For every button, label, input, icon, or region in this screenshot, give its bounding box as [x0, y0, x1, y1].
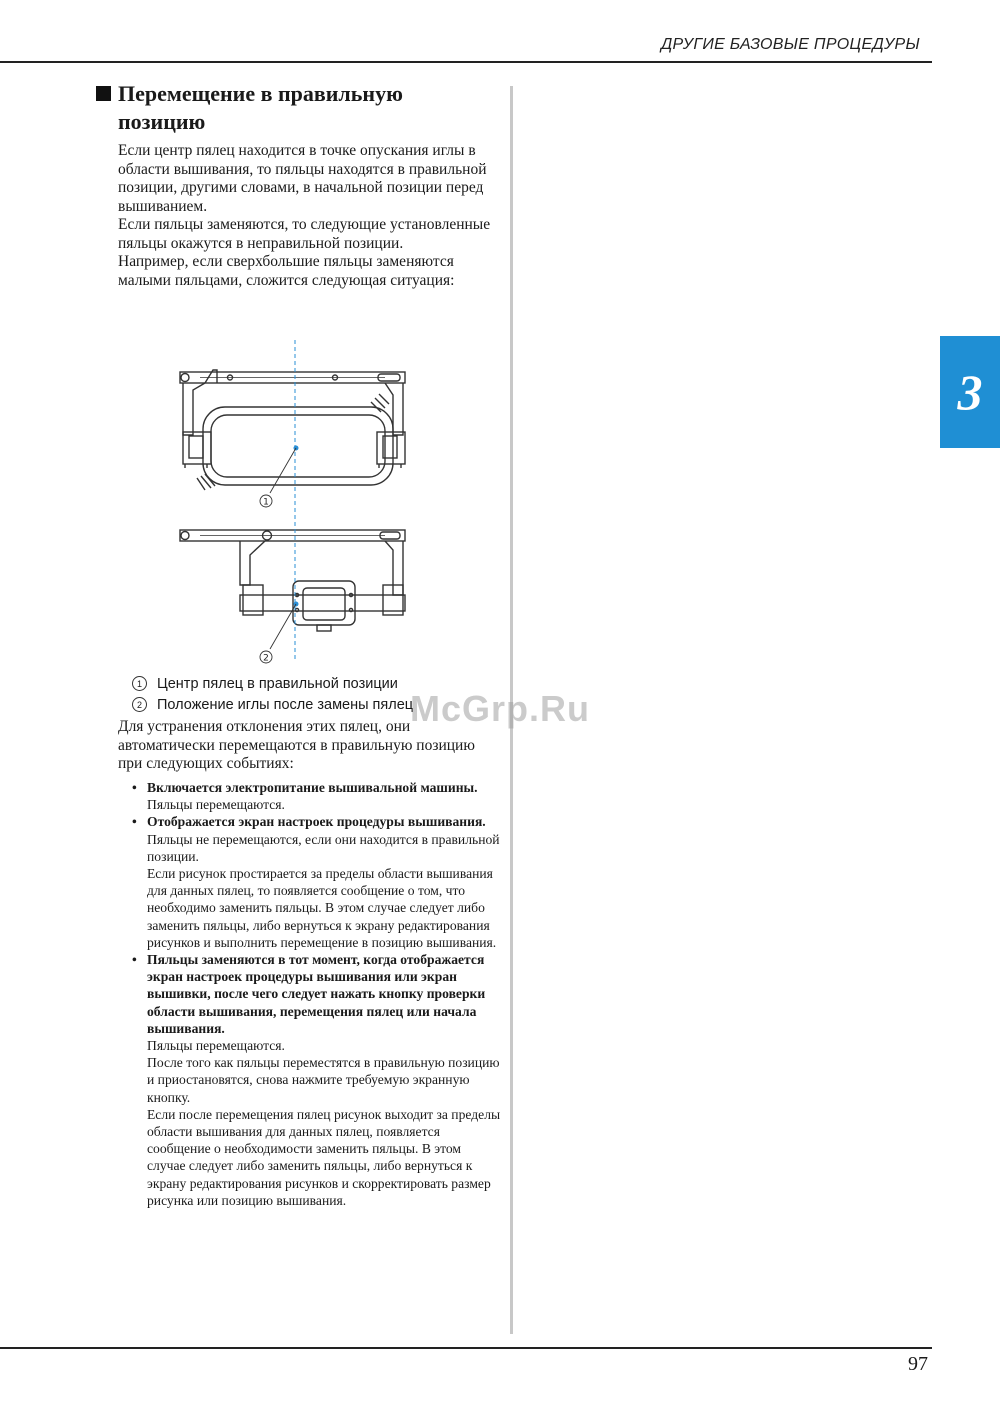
- page-number: 97: [908, 1353, 928, 1375]
- hoop-figure: [175, 340, 415, 665]
- large-hoop-drawing: [180, 370, 405, 490]
- heading-line-1: Перемещение в правильную: [118, 81, 403, 106]
- bullet-title: Отображается экран настроек процедуры вышивания.: [147, 814, 486, 830]
- bullet-dot-icon: •: [132, 952, 137, 968]
- footer-rule: [0, 1347, 932, 1349]
- bullet-title: Включается электропитание вышивальной машины.: [147, 780, 478, 795]
- bullet-item: [132, 779, 502, 813]
- bullet-paragraph: Если после перемещения пялец рисунок выходит за пределы области вышивания для данных пялец, появляется сообщение о необходимости заменить пяльцы. В этом случае следует либо заменить пяльцы, либо вернуться к экрану редактирования рисунков и скорректировать размер рисунка или позицию вышивания.: [147, 1106, 501, 1208]
- bullet-paragraph: Пяльцы не перемещаются, если они находится в правильной позиции.: [147, 831, 500, 864]
- header-rule: [0, 61, 932, 63]
- callout-leader: [270, 448, 296, 493]
- body-paragraph: Для устранения отклонения этих пялец, они автоматически перемещаются в правильную позицию при следующих событиях:: [118, 718, 475, 772]
- bullet-list: [132, 779, 502, 1209]
- bullet-content: [147, 951, 502, 1209]
- section-heading: [96, 80, 496, 136]
- intro-paragraph: Например, если сверхбольшие пяльцы заменяются малыми пяльцами, сложится следующая ситуация:: [118, 253, 455, 289]
- callout-label: 1: [263, 497, 269, 508]
- legend-number: 1: [132, 676, 147, 691]
- bullet-dot-icon: •: [132, 780, 137, 795]
- legend-number: 2: [132, 697, 147, 712]
- watermark: McGrp.Ru: [410, 688, 591, 729]
- section-heading-text: [118, 80, 403, 136]
- small-hoop-drawing: [180, 530, 405, 631]
- bullet-paragraph: Пяльцы перемещаются.: [147, 1038, 285, 1054]
- bullet-dot-icon: •: [132, 814, 137, 830]
- bullet-title: Пяльцы заменяются в тот момент, когда отображается экран настроек процедуры вышивания или экран вышивки, после чего следует нажать кнопку проверки области вышивания, перемещения пялец или начала вышивания.: [147, 952, 486, 1036]
- bullet-content: [147, 813, 502, 951]
- heading-line-2: позицию: [118, 109, 206, 134]
- chapter-tab: 3: [940, 336, 1000, 448]
- legend-text: Центр пялец в правильной позиции: [157, 675, 398, 692]
- bullet-paragraph: Пяльцы перемещаются.: [147, 797, 285, 813]
- callout-label: 2: [263, 653, 269, 664]
- intro-text: [118, 142, 503, 290]
- hoop-illustration: [175, 340, 415, 665]
- bullet-content: [147, 779, 502, 813]
- square-bullet-icon: [96, 86, 111, 101]
- running-header: ДРУГИЕ БАЗОВЫЕ ПРОЦЕДУРЫ: [660, 36, 920, 53]
- legend-text: Положение иглы после замены пялец: [157, 696, 414, 713]
- bullet-item: [132, 951, 502, 1209]
- bullet-paragraph: После того как пяльцы переместятся в правильную позицию и приостановятся, снова нажмите требуемую экранную кнопку.: [147, 1055, 500, 1105]
- intro-paragraph: Если центр пялец находится в точке опускания иглы в области вышивания, то пяльцы находятся в правильной позиции, другими словами, в начальной позиции перед вышиванием.: [118, 142, 487, 215]
- bullet-item: [132, 813, 502, 951]
- intro-paragraph: Если пяльцы заменяются, то следующие установленные пяльцы окажутся в неправильной позиции.: [118, 216, 491, 252]
- bullet-paragraph: Если рисунок простирается за пределы области вышивания для данных пялец, то появляется сообщение о том, что необходимо заменить пяльцы. В этом случае следует либо заменить пяльцы, либо вернуться к экрану редактирования рисунков и выполнить перемещение в позицию вышивания.: [147, 866, 497, 950]
